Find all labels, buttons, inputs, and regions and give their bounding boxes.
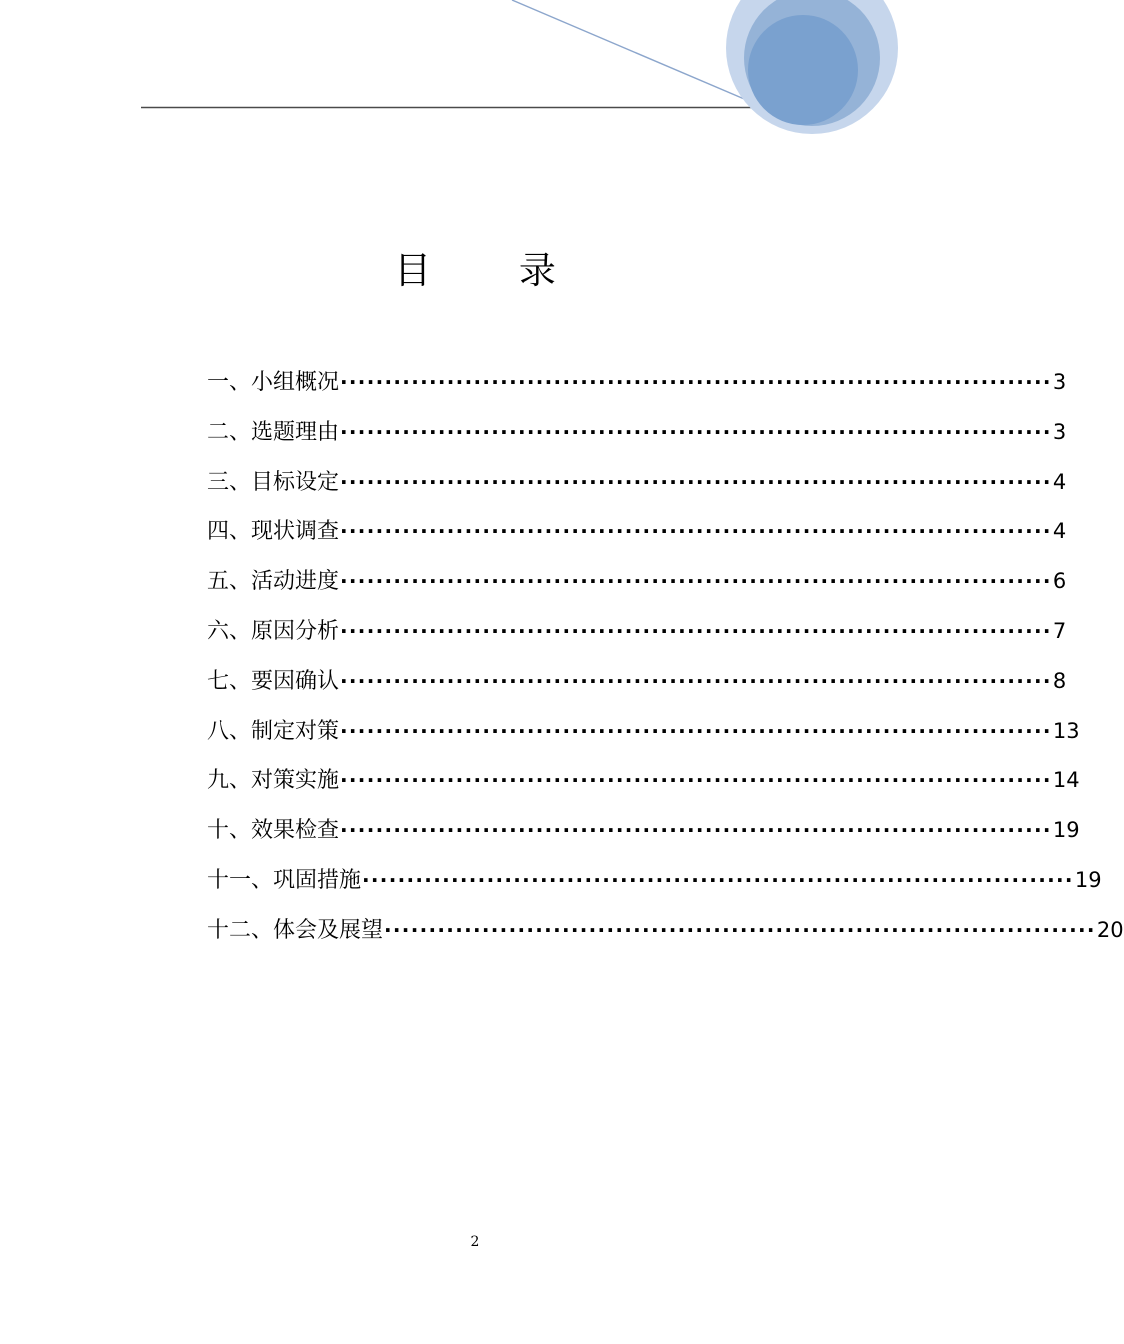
toc-entry-page-number: 19: [1074, 867, 1102, 892]
toc-entry-page-number: 8: [1052, 668, 1067, 693]
toc-entry-label: 十、效果检查: [207, 818, 340, 844]
footer-page-number: 2: [470, 1234, 480, 1250]
toc-entry-page-number: 7: [1052, 618, 1067, 643]
toc-dot-leader: ················································································: [340, 419, 1052, 444]
toc-entry[interactable]: [207, 563, 1067, 613]
toc-entry[interactable]: [207, 464, 1067, 514]
toc-entry[interactable]: [207, 762, 1080, 812]
toc-entry-label: 九、对策实施: [207, 768, 340, 794]
toc-dot-leader: ················································································: [362, 867, 1074, 892]
toc-dot-leader: ················································································: [340, 818, 1052, 843]
toc-dot-leader: ················································································: [340, 668, 1052, 693]
toc-entry[interactable]: [207, 663, 1067, 713]
toc-entry[interactable]: [207, 862, 1102, 912]
toc-entry-label: 四、现状调查: [207, 519, 340, 545]
toc-dot-leader: ················································································: [340, 569, 1052, 594]
toc-entry-label: 十一、巩固措施: [207, 867, 362, 893]
toc-dot-leader: ················································································: [340, 768, 1052, 793]
toc-entry-page-number: 4: [1052, 469, 1067, 494]
table-of-contents: [207, 364, 1124, 962]
toc-dot-leader: ················································································: [340, 718, 1052, 743]
toc-entry[interactable]: [207, 414, 1067, 464]
toc-entry[interactable]: [207, 812, 1080, 862]
toc-entry-page-number: 20: [1096, 917, 1124, 942]
toc-entry-page-number: 3: [1052, 370, 1067, 394]
toc-dot-leader: ················································································: [340, 618, 1052, 643]
toc-entry-label: 三、目标设定: [207, 469, 340, 495]
toc-entry[interactable]: [207, 912, 1124, 962]
header-diagonal-line: [512, 0, 763, 107]
toc-dot-leader: ················································································: [340, 519, 1052, 544]
toc-entry-label: 一、小组概况: [207, 370, 340, 395]
toc-entry-page-number: 13: [1052, 718, 1080, 743]
toc-entry-label: 十二、体会及展望: [207, 917, 384, 943]
toc-entry-label: 六、原因分析: [207, 618, 340, 644]
toc-entry-page-number: 19: [1052, 818, 1080, 843]
header-circle-inner: [748, 15, 858, 125]
toc-entry-label: 五、活动进度: [207, 569, 340, 595]
page-title: 目 录: [394, 249, 594, 292]
toc-entry-page-number: 6: [1052, 569, 1067, 594]
toc-entry-page-number: 3: [1052, 419, 1067, 444]
toc-entry-page-number: 4: [1052, 519, 1067, 544]
toc-entry[interactable]: [207, 364, 1067, 414]
header-decoration: [0, 0, 950, 140]
toc-entry[interactable]: [207, 513, 1067, 563]
toc-dot-leader: ················································································: [340, 370, 1052, 394]
toc-entry[interactable]: [207, 713, 1080, 763]
toc-dot-leader: ················································································: [340, 469, 1052, 494]
toc-entry-page-number: 14: [1052, 768, 1080, 793]
toc-entry-label: 七、要因确认: [207, 668, 340, 694]
toc-entry[interactable]: [207, 613, 1067, 663]
toc-entry-label: 二、选题理由: [207, 419, 340, 445]
toc-entry-label: 八、制定对策: [207, 718, 340, 744]
toc-dot-leader: ················································································: [384, 917, 1096, 942]
